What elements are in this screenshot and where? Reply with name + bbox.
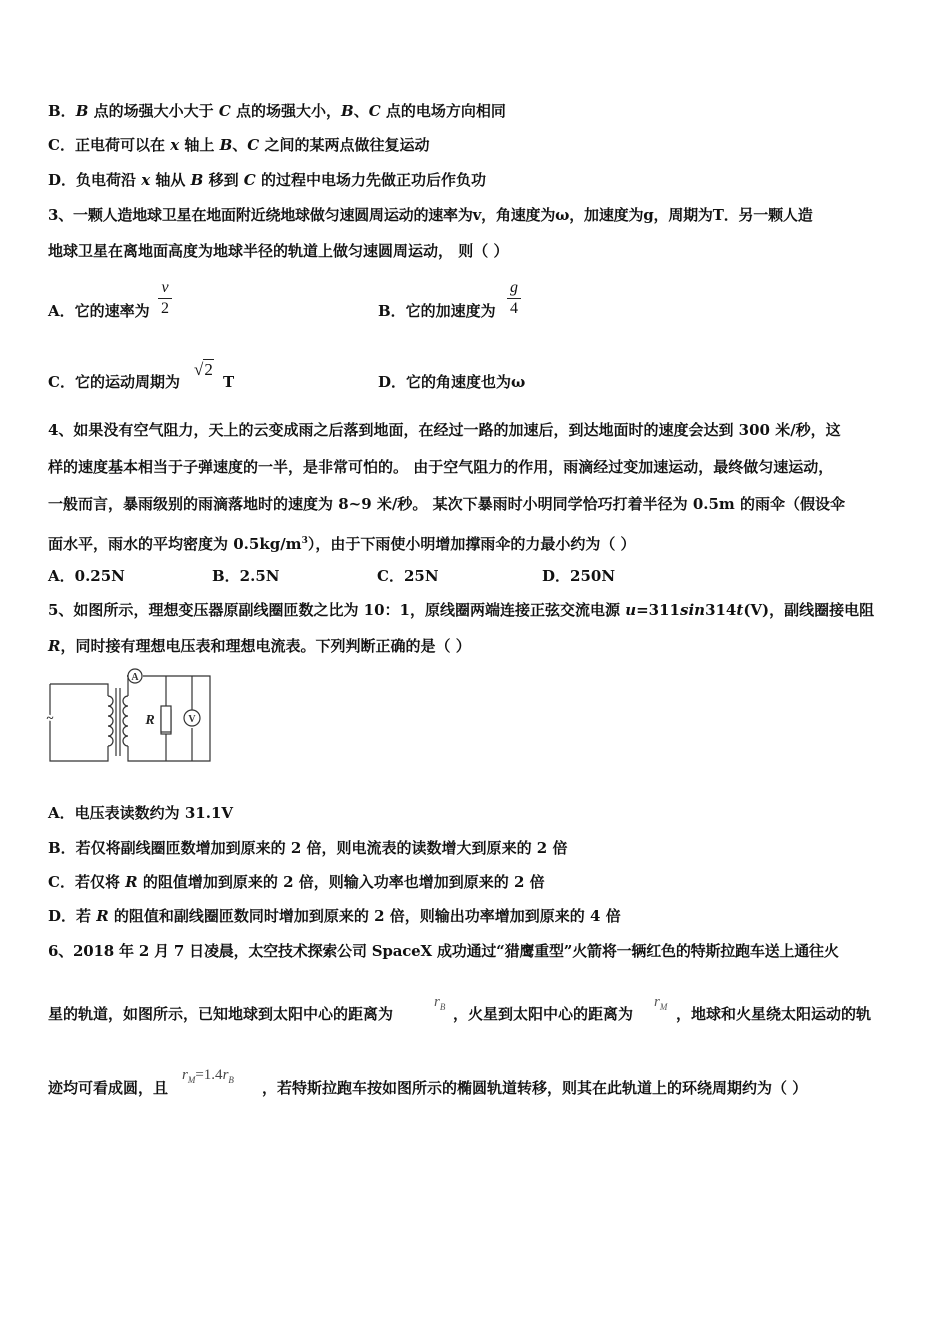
q4-option-b: B．2.5N	[212, 567, 280, 585]
fraction-denominator: 4	[510, 300, 518, 317]
q5-option-c: C．若仅将 R 的阻值增加到原来的 2 倍，则输入功率也增加到原来的 2 倍	[48, 873, 545, 891]
fraction-numerator: g	[510, 279, 518, 296]
q4-stem-line-4: 面水平，雨水的平均密度为 $0.5kg/m^3$），由于下雨使小明增加撑雨伞的力最小约为（ ）	[48, 535, 636, 553]
q3-option-c-unit: T	[223, 373, 235, 391]
q6-stem-line-2c: ，地球和火星绕太阳运动的轨	[676, 1005, 872, 1023]
ammeter-label: A	[131, 672, 139, 683]
q3-stem-line-1: 3、一颗人造地球卫星在地面附近绕地球做匀速圆周运动的速率为v，角速度为ω，加速度为g，周期为T．另一颗人造	[48, 206, 813, 224]
ac-source-symbol: ~	[46, 710, 54, 725]
q6-stem-line-2a: 星的轨道，如图所示，已知地球到太阳中心的距离为	[48, 1005, 394, 1023]
fraction-numerator: v	[161, 279, 169, 296]
q2-option-c: C．正电荷可以在 x 轴上 B、C 之间的某两点做往复运动	[48, 136, 430, 154]
q3-option-b-fraction	[507, 279, 521, 318]
symbol-r-b: $r_B$	[434, 994, 446, 1012]
q5-stem-line-2: R，同时接有理想电压表和理想电流表。下列判断正确的是（ ）	[48, 637, 471, 655]
voltmeter-symbol	[184, 710, 200, 726]
fraction-denominator: 2	[161, 300, 169, 317]
q4-stem-line-1: 4、如果没有空气阻力，天上的云变成雨之后落到地面，在经过一路的加速后，到达地面时的速度会达到 300 米/秒，这	[48, 421, 841, 439]
ammeter-symbol	[128, 669, 142, 683]
q3-option-a: A．它的速率为	[48, 302, 150, 320]
q3-option-d: D．它的角速度也为ω	[378, 373, 526, 391]
q6-stem-line-1: 6、2018 年 2 月 7 日凌晨，太空技术探索公司 SpaceX 成功通过“猎鹰重型”火箭将一辆红色的特斯拉跑车送上通往火	[48, 942, 839, 960]
q4-stem-line-2: 样的速度基本相当于子弹速度的一半，是非常可怕的。 由于空气阻力的作用，雨滴经过变加速运动，最终做匀速运动，	[48, 458, 834, 476]
q5-stem-line-1: 5、如图所示，理想变压器原副线圈匝数之比为 10：1，原线圈两端连接正弦交流电源 u=311sin314t(V)，副线圈接电阻	[48, 601, 875, 619]
ratio-equation: $r_M=1.4r_B$	[182, 1067, 234, 1085]
q6-stem-line-3a: 迹均可看成圆，且	[48, 1079, 169, 1097]
q3-option-a-fraction	[158, 279, 172, 318]
circuit-diagram	[44, 666, 214, 766]
q3-stem-line-2: 地球卫星在离地面高度为地球半径的轨道上做匀速圆周运动， 则（ ）	[48, 242, 509, 260]
q5-option-d: D．若 R 的阻值和副线圈匝数同时增加到原来的 2 倍，则输出功率增加到原来的 4 倍	[48, 907, 621, 925]
q5-option-b: B．若仅将副线圈匝数增加到原来的 2 倍，则电流表的读数增大到原来的 2 倍	[48, 839, 568, 857]
q5-option-a: A．电压表读数约为 31.1V	[48, 804, 234, 822]
q3-option-c-sqrt: √2	[194, 360, 213, 379]
q3-option-c: C．它的运动周期为	[48, 373, 180, 391]
symbol-r-m: $r_M$	[654, 994, 668, 1012]
q4-stem-line-3: 一般而言，暴雨级别的雨滴落地时的速度为 8~9 米/秒。 某次下暴雨时小明同学恰巧打着半径为 0.5m 的雨伞（假设伞	[48, 495, 846, 513]
q6-stem-line-3b: ，若特斯拉跑车按如图所示的椭圆轨道转移，则其在此轨道上的环绕周期约为（ ）	[262, 1079, 808, 1097]
q2-option-d: D．负电荷沿 x 轴从 B 移到 C 的过程中电场力先做正功后作负功	[48, 171, 486, 189]
resistor-label: R	[145, 713, 155, 728]
q4-option-c: C．25N	[377, 567, 439, 585]
q3-option-b: B．它的加速度为	[378, 302, 496, 320]
voltmeter-label: V	[188, 714, 196, 725]
q6-stem-line-2b: ，火星到太阳中心的距离为	[453, 1005, 634, 1023]
q4-option-d: D．250N	[542, 567, 616, 585]
q4-option-a: A．0.25N	[48, 567, 125, 585]
resistor-symbol	[144, 706, 171, 732]
q2-option-b: B．B 点的场强大小大于 C 点的场强大小，B、C 点的电场方向相同	[48, 102, 506, 120]
